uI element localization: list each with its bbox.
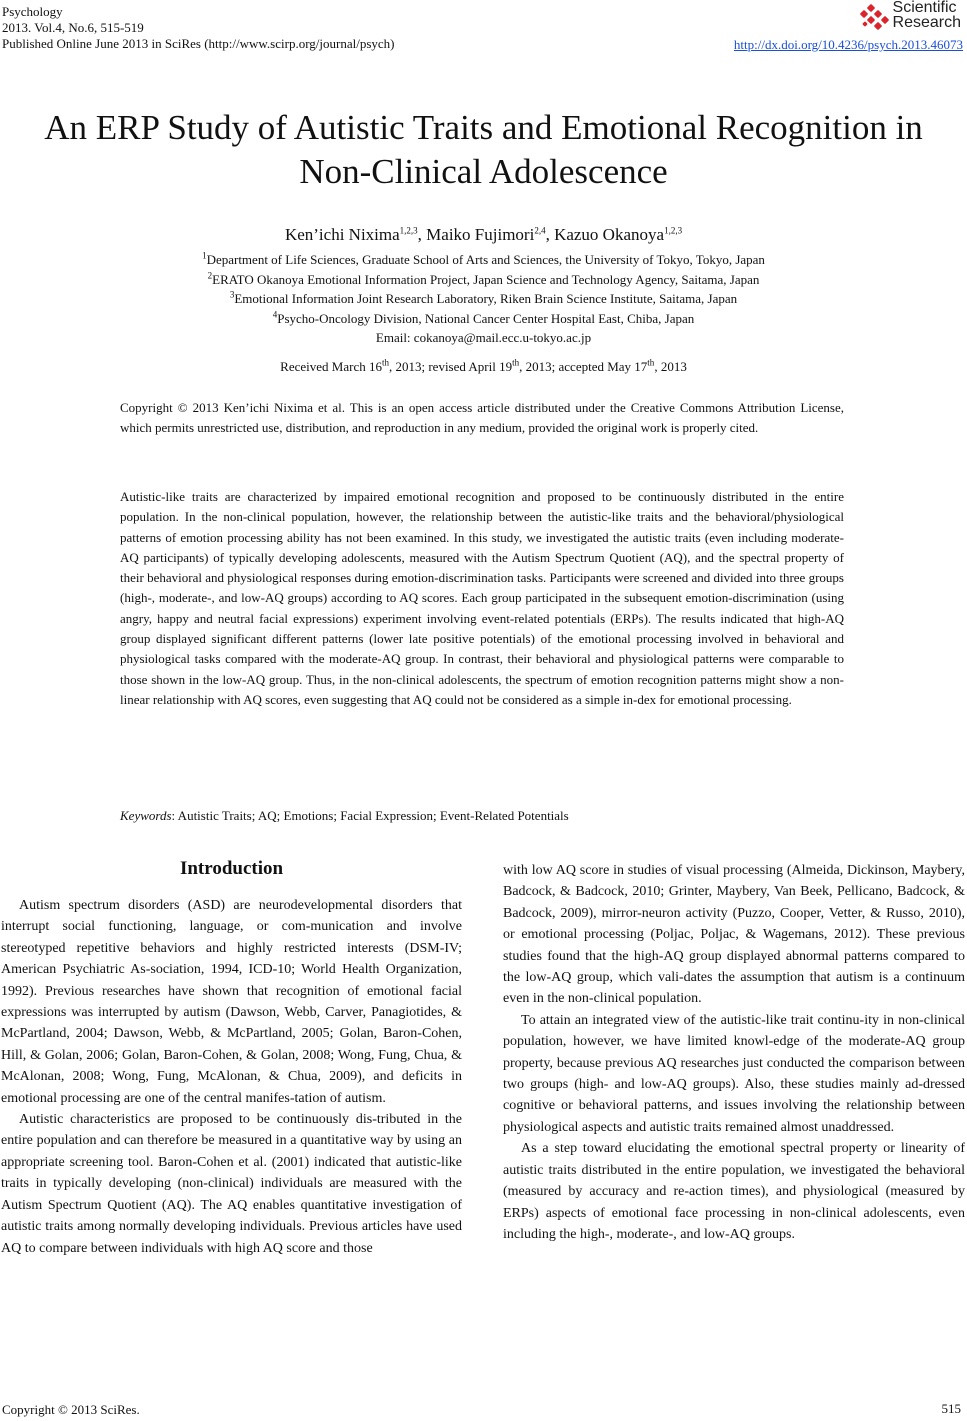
scientific-research-logo-icon <box>859 1 889 29</box>
logo-text: Scientific Research <box>892 0 961 31</box>
left-column <box>1 895 462 1259</box>
footer-copyright: Copyright © 2013 SciRes. <box>2 1402 140 1417</box>
section-heading: Introduction <box>179 858 284 879</box>
paragraph: Autistic characteristics are proposed to be continuously dis-tributed in the entire population and can therefore be measured in a quantitative way by using an appropriate screening tool. Baron-Cohen et al. (2001) indicated that autistic-like traits in typically developing (non-clinical) individuals are measured with the Autism Spectrum Quotient (AQ). The AQ enables quantitative investigation of autistic traits among normally developing individuals. Previous articles have used AQ to compare between individuals with high AQ score and those <box>1 1112 462 1256</box>
affiliation-line: $^1$Department of Life Sciences, Graduate School of Arts and Sciences, the University of Tokyo, Tokyo, Japan <box>202 250 765 267</box>
keywords-list: : Autistic Traits; AQ; Emotions; Facial Expression; Event-Related Potentials <box>171 808 569 823</box>
author-name: Ken’ichi Nixima <box>284 225 400 244</box>
author-list: Ken’ichi Nixima$^{1,2,3}$, Maiko Fujimori$^{2,4}$, Kazuo Okanoya$^{1,2,3}$ <box>284 225 683 244</box>
contact-email: Email: cokanoya@mail.ecc.u-tokyo.ac.jp <box>375 330 592 345</box>
abstract: Autistic-like traits are characterized by impaired emotional recognition and proposed to be continuously distributed in the entire population. In the non-clinical population, however, the relationship between the autistic-like traits and the behavioral/physiological patterns of emotion processing ability has not been examined. In this study, we investigated the autistic traits (even including moderate-AQ participants) of typically developing adolescents, measured with the Autism Spectrum Quotient (AQ), and the spectral property of their behavioral and physiological responses during emotion-discrimination tasks. Participants were screened and divided into three groups (high-, moderate-, and low-AQ groups) according to AQ scores. Each group participated in the subsequent emotion-discrimination (using angry, happy and neutral facial expressions) experiment involving event-related potentials (ERPs). The results indicated that high-AQ group displayed significant different patterns (lower late positive potentials) of the emotional processing involved in behavioral and physiological tasks compared with the moderate-AQ group. In contrast, their behavioral and physiological patterns were comparable to those shown in the low-AQ group. Thus, in the non-clinical adolescents, the spectrum of emotion recognition patterns might show a non-linear relationship with AQ scores, even suggesting that AQ could not be considered as a simple in-dex for emotional processing. <box>120 489 844 707</box>
copyright-notice: Copyright © 2013 Ken’ichi Nixima et al. This is an open access article distributed under the Creative Commons Attribution License, which permits unrestricted use, distribution, and reproduction in any medium, provided the original work is properly cited. <box>120 400 844 435</box>
keywords <box>120 806 844 825</box>
affiliation-line: $^4$Psycho-Oncology Division, National Cancer Center Hospital East, Chiba, Japan <box>272 309 695 326</box>
author-name: Kazuo Okanoya <box>554 225 665 244</box>
journal-name: Psychology <box>2 4 63 19</box>
paragraph: As a step toward elucidating the emotional spectral property or linearity of autistic traits distributed in the entire population, we investigated the behavioral (measured by accuracy and re-action times), and physiological (measured by ERPs) aspects of emotional face processing in non-clinical adolescents, even including the high-, moderate-, and low-AQ groups. <box>503 1141 965 1242</box>
paper-title: An ERP Study of Autistic Traits and Emotional Recognition in Non-Clinical Adolescence <box>44 108 923 191</box>
paragraph: To attain an integrated view of the autistic-like trait continu-ity in non-clinical population, however, we have limited knowl-edge of the moderate-AQ group property, because previous AQ researches just conducted the comparison between two groups (high- and low-AQ groups). Also, these studies mainly ad-dressed cognitive or behavioral patterns, and issues involving the relationship between physiological aspects and autistic traits remained almost unaddressed. <box>503 1012 965 1135</box>
paragraph: Autism spectrum disorders (ASD) are neurodevelopmental disorders that interrupt social functioning, language, or com-munication and involve stereotyped repetitive behaviors and highly restricted interests (DSM-IV; American Psychiatric As-sociation, 1994, ICD-10; World Health Organization, 1992). Previous researches have shown that recognition of emotional facial expressions was interrupted by autism (Dawson, Webb, Carver, Panagiotides, & McPartland, 2004; Dawson, Webb, & McPartland, 2005; Golan, Baron-Cohen, Hill, & Golan, 2006; Golan, Baron-Cohen, & Golan, 2008; Wong, Fung, Chua, & McAlonan, 2008; Wong, Fung, McAlonan, & Chua, 2009), and deficits in emotional processing are one of the central manifes-tation of autism. <box>1 898 462 1106</box>
publication-info: Published Online June 2013 in SciRes (http://www.scirp.org/journal/psych) <box>2 36 395 51</box>
affiliation-line: $^2$ERATO Okanoya Emotional Information Project, Japan Science and Technology Agency, Saitama, Japan <box>207 270 760 287</box>
received-dates: Received March 16th, 2013; revised April 19th, 2013; accepted May 17th, 2013 <box>280 357 687 374</box>
journal-volume: 2013. Vol.4, No.6, 515-519 <box>2 20 144 35</box>
journal-header <box>2 4 395 52</box>
doi-link[interactable]: http://dx.doi.org/10.4236/psych.2013.46073 <box>733 37 963 52</box>
publisher-logo <box>859 0 961 30</box>
affiliations <box>0 250 967 348</box>
page-number: 515 <box>941 1401 961 1416</box>
right-column <box>503 860 965 1245</box>
paragraph: with low AQ score in studies of visual processing (Almeida, Dickinson, Maybery, Badcock, & Badcock, 2010; Grinter, Maybery, Van Beek, Pellicano, Badcock, & Badcock, 2009), mirror-neuron activity (Puzzo, Cooper, Vetter, & Russo, 2010), or emotional processing (Poljac, Poljac, & Wagemans, 2012). These previous studies found that the high-AQ group displayed abnormal patterns compared to the low-AQ group, which vali-dates the assumption that autism is a continuum even in the non-clinical population. <box>503 863 965 1007</box>
author-name: Maiko Fujimori <box>426 225 535 244</box>
keywords-label: Keywords <box>120 808 172 823</box>
affiliation-line: $^3$Emotional Information Joint Research Laboratory, Riken Brain Science Institute, Saitama, Japan <box>229 289 738 306</box>
